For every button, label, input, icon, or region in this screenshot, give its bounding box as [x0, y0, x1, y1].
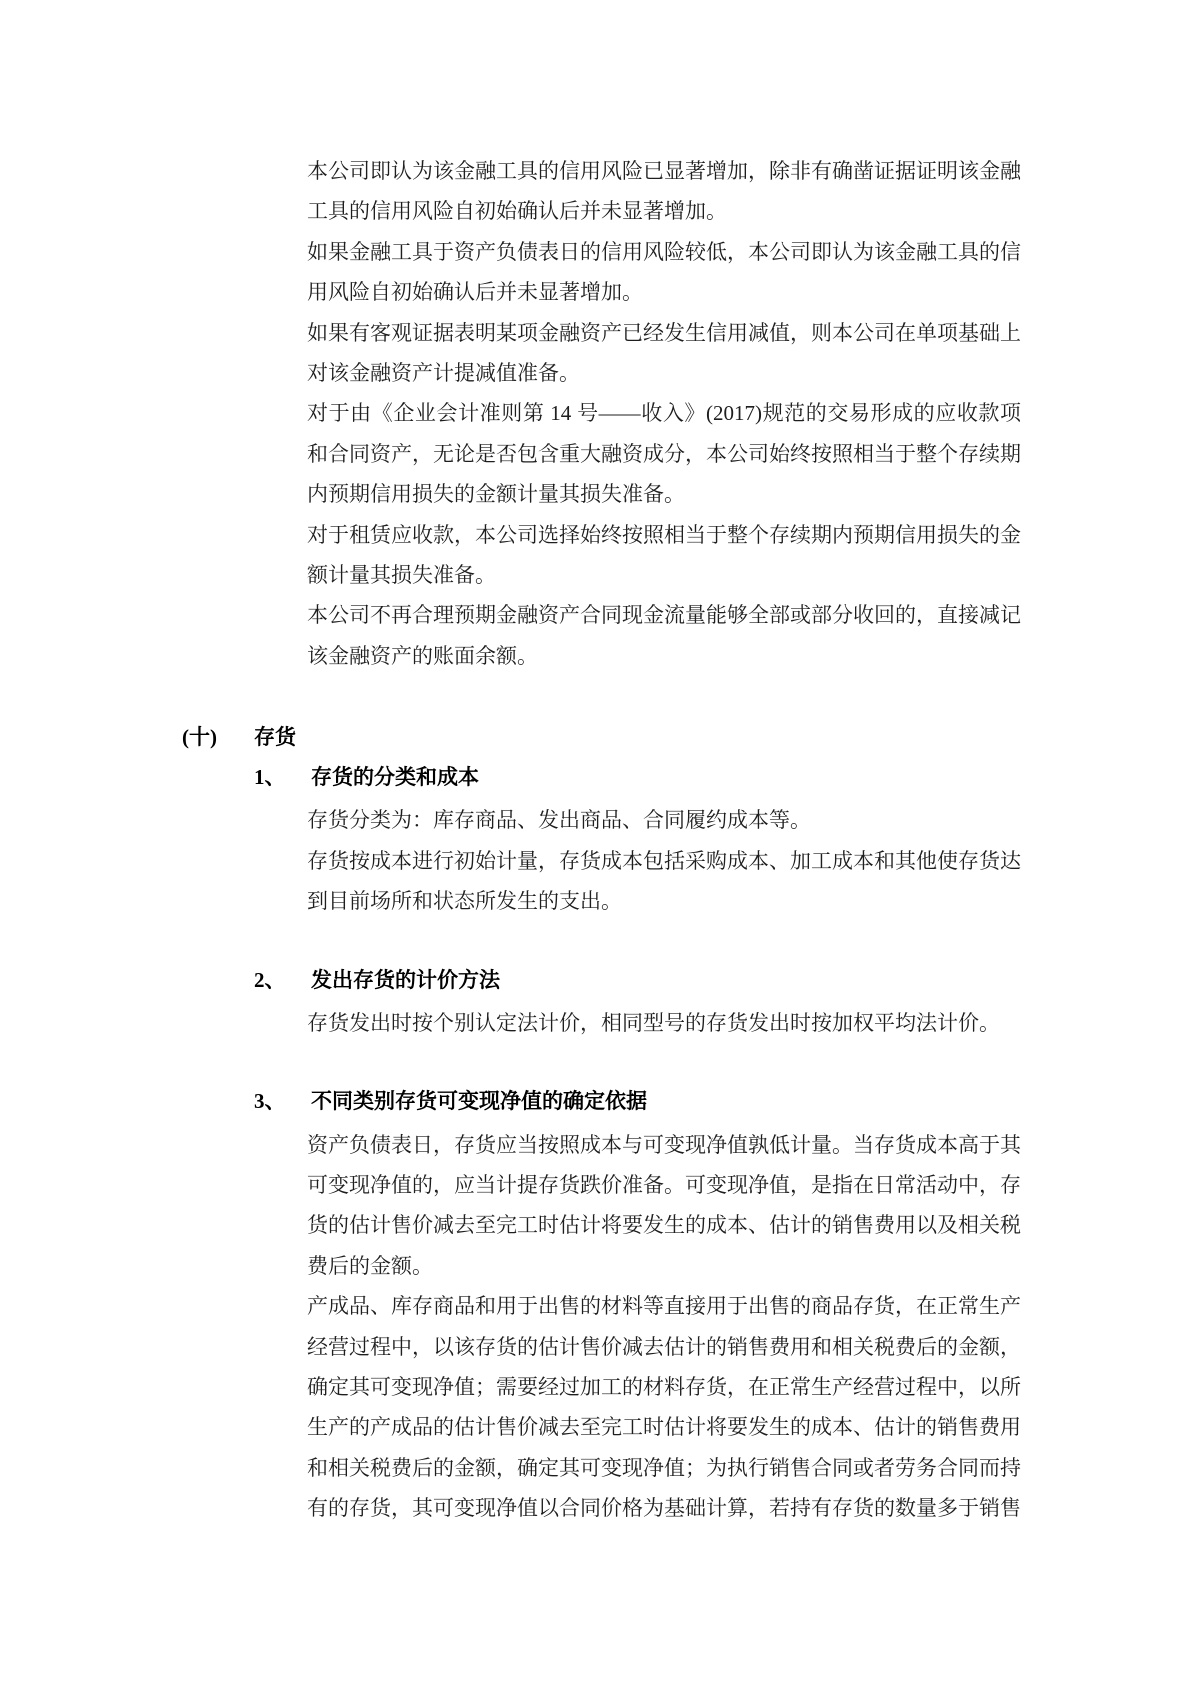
text-line: 存货发出时按个别认定法计价，相同型号的存货发出时按加权平均法计价。: [307, 1010, 1000, 1035]
item-heading-row: [254, 960, 1021, 1000]
text-line: 存货分类为：库存商品、发出商品、合同履约成本等。: [307, 808, 811, 833]
text-line: 经营过程中，以该存货的估计售价减去估计的销售费用和相关税费后的金额，: [307, 1334, 1021, 1359]
text-line: 资产负债表日，存货应当按照成本与可变现净值孰低计量。当存货成本高于其: [307, 1132, 1021, 1157]
section-heading-row: [182, 717, 1021, 757]
text-line: 如果金融工具于资产负债表日的信用风险较低，本公司即认为该金融工具的信: [307, 239, 1021, 264]
text-line: 对于由《企业会计准则第 14 号——收入》(2017)规范的交易形成的应收款项: [307, 401, 1021, 426]
item-heading-row: [254, 757, 1021, 797]
section-title: 存货: [254, 724, 296, 749]
text-line: 对于租赁应收款，本公司选择始终按照相当于整个存续期内预期信用损失的金: [307, 522, 1021, 547]
text-line: 用风险自初始确认后并未显著增加。: [307, 280, 643, 305]
text-line: 有的存货，其可变现净值以合同价格为基础计算，若持有存货的数量多于销售: [307, 1496, 1021, 1521]
text-line: 该金融资产的账面余额。: [307, 643, 538, 668]
text-line: 产成品、库存商品和用于出售的材料等直接用于出售的商品存货，在正常生产: [307, 1294, 1021, 1319]
text-line: 费后的金额。: [307, 1253, 433, 1278]
text-line: 内预期信用损失的金额计量其损失准备。: [307, 482, 685, 507]
item-number: 3、: [254, 1089, 286, 1114]
text-line: 本公司不再合理预期金融资产合同现金流量能够全部或部分收回的，直接减记: [307, 603, 1021, 628]
text-line: 确定其可变现净值；需要经过加工的材料存货，在正常生产经营过程中，以所: [307, 1375, 1021, 1400]
item-number: 2、: [254, 967, 286, 992]
item-heading-row: [254, 1081, 1021, 1121]
text-line: 存货按成本进行初始计量，存货成本包括采购成本、加工成本和其他使存货达: [307, 848, 1021, 873]
item-number: 1、: [254, 764, 286, 789]
document-body: [182, 151, 1021, 1529]
text-line: 到目前场所和状态所发生的支出。: [307, 889, 622, 914]
text-line: 工具的信用风险自初始确认后并未显著增加。: [307, 199, 727, 224]
text-line: 可变现净值的，应当计提存货跌价准备。可变现净值，是指在日常活动中，存: [307, 1173, 1021, 1198]
text-line: 生产的产成品的估计售价减去至完工时估计将要发生的成本、估计的销售费用: [307, 1415, 1021, 1440]
section-marker: (十): [182, 724, 217, 749]
item-heading: 存货的分类和成本: [311, 764, 479, 789]
text-line: 本公司即认为该金融工具的信用风险已显著增加，除非有确凿证据证明该金融: [307, 159, 1021, 183]
text-line: 对该金融资产计提减值准备。: [307, 360, 580, 385]
text-line: 额计量其损失准备。: [307, 562, 496, 587]
text-line: 和合同资产，无论是否包含重大融资成分，本公司始终按照相当于整个存续期: [307, 441, 1021, 466]
text-line: 和相关税费后的金额，确定其可变现净值；为执行销售合同或者劳务合同而持: [307, 1455, 1021, 1480]
text-line: 货的估计售价减去至完工时估计将要发生的成本、估计的销售费用以及相关税: [307, 1213, 1021, 1238]
item-heading: 不同类别存货可变现净值的确定依据: [311, 1089, 647, 1114]
text-line: 如果有客观证据表明某项金融资产已经发生信用减值，则本公司在单项基础上: [307, 320, 1021, 345]
item-heading: 发出存货的计价方法: [311, 967, 500, 992]
